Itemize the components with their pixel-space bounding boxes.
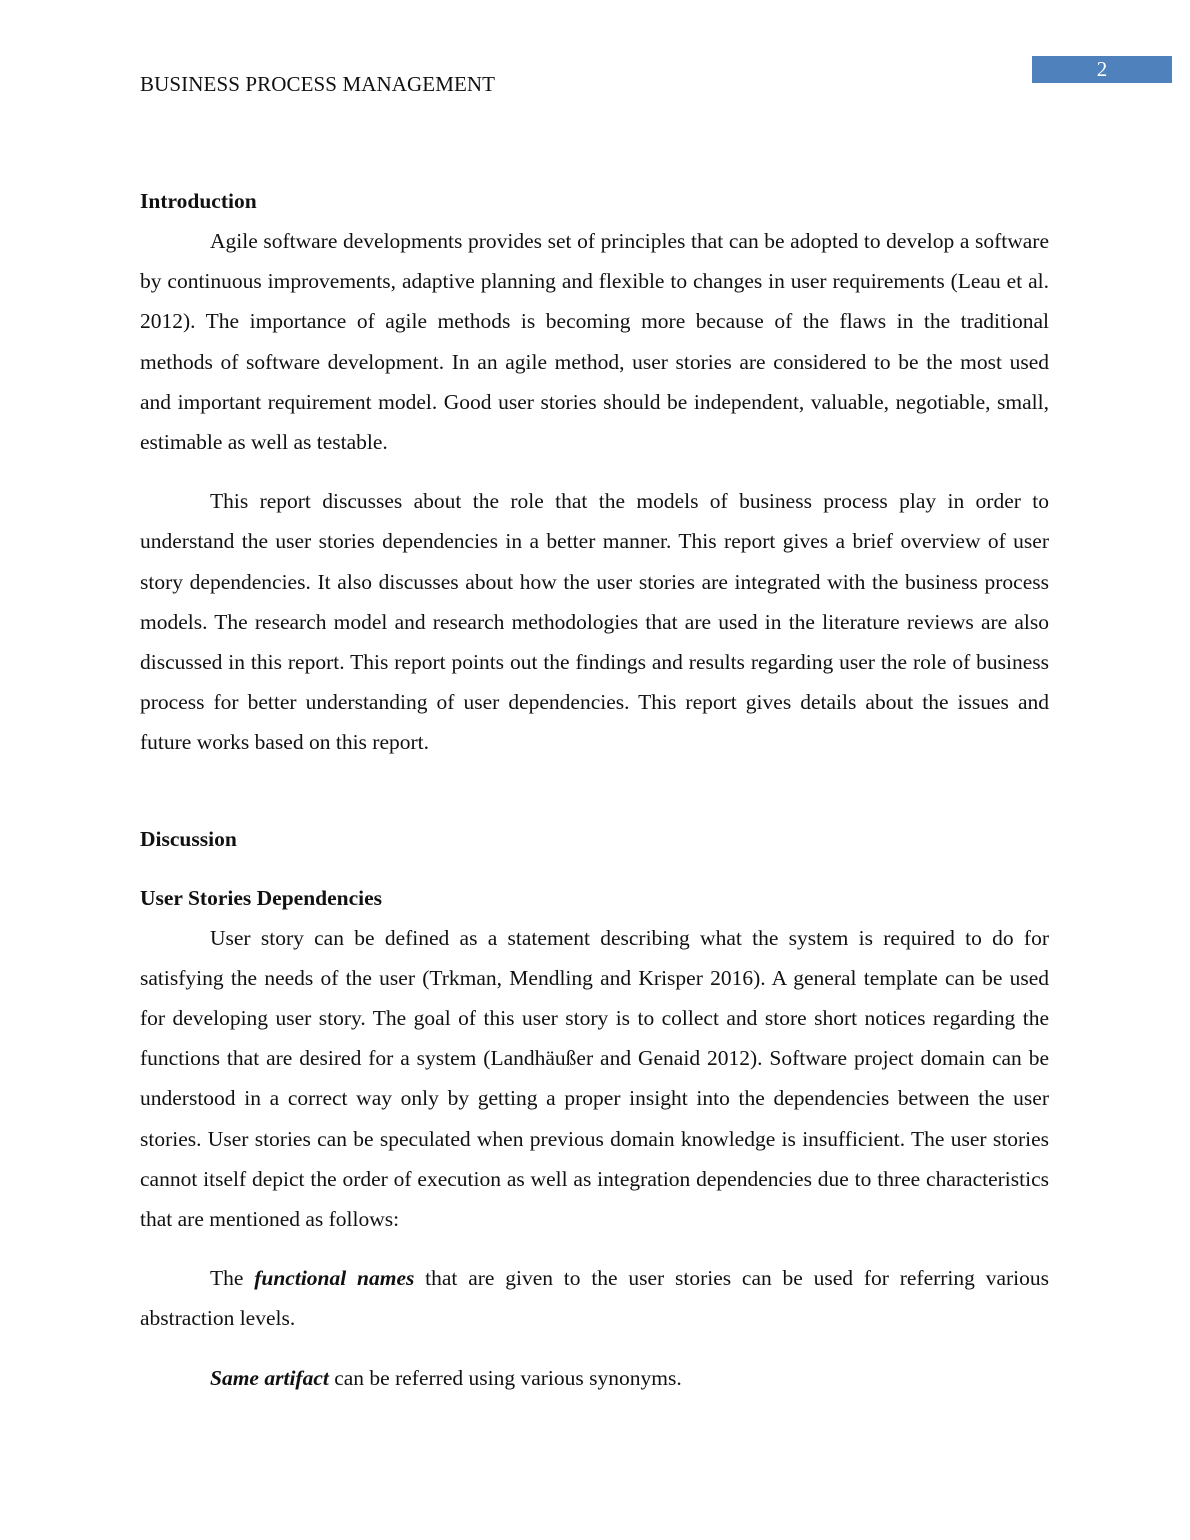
discussion-heading: Discussion (140, 826, 237, 851)
same-artifact-rest: can be referred using various synonyms. (328, 1365, 682, 1390)
document-body (140, 186, 1049, 1398)
page-number-badge (1032, 56, 1172, 83)
functional-names-paragraph (140, 1258, 1049, 1338)
page-number: 2 (1096, 57, 1108, 81)
user-stories-dependencies-heading: User Stories Dependencies (140, 885, 383, 910)
same-artifact-paragraph (140, 1358, 1049, 1398)
same-artifact-emphasis: Same artifact (210, 1365, 329, 1390)
functional-names-rest: that are given to the user stories can be used for referring various abstraction levels. (140, 1266, 1049, 1331)
user-stories-paragraph: User story can be defined as a statement describing what the system is required to do for satisfying the needs of the user (Trkman, Mendling and Krisper 2016). A general template can be used for developing user story. The goal of this user story is to collect and store short notices regarding the functions that are desired for a system (Landhäußer and Genaid 2012). Software project domain can be understood in a correct way only by getting a proper insight into the dependencies between the user stories. User stories can be speculated when previous domain knowledge is insufficient. The user stories cannot itself depict the order of execution as well as integration dependencies due to three characteristics that are mentioned as follows: (140, 925, 1049, 1232)
introduction-paragraph-2: This report discusses about the role that the models of business process play in order to understand the user stories dependencies in a better manner. This report gives a brief overview of user story dependencies. It also discusses about how the user stories are integrated with the business process models. The research model and research methodologies that are used in the literature reviews are also discussed in this report. This report points out the findings and results regarding user the role of business process for better understanding of user dependencies. This report gives details about the issues and future works based on this report. (140, 489, 1049, 755)
functional-names-emphasis: functional names (254, 1266, 415, 1291)
running-header: BUSINESS PROCESS MANAGEMENT (140, 72, 496, 96)
introduction-heading: Introduction (140, 189, 257, 213)
introduction-paragraph-1: Agile software developments provides set of principles that can be adopted to develop a software by continuous improvements, adaptive planning and flexible to changes in user requirements (Leau et al. 2012). The importance of agile methods is becoming more because of the flaws in the traditional methods of software development. In an agile method, user stories are considered to be the most used and important requirement model. Good user stories should be independent, valuable, negotiable, small, estimable as well as testable. (140, 229, 1049, 455)
functional-names-lead: The (210, 1266, 255, 1291)
